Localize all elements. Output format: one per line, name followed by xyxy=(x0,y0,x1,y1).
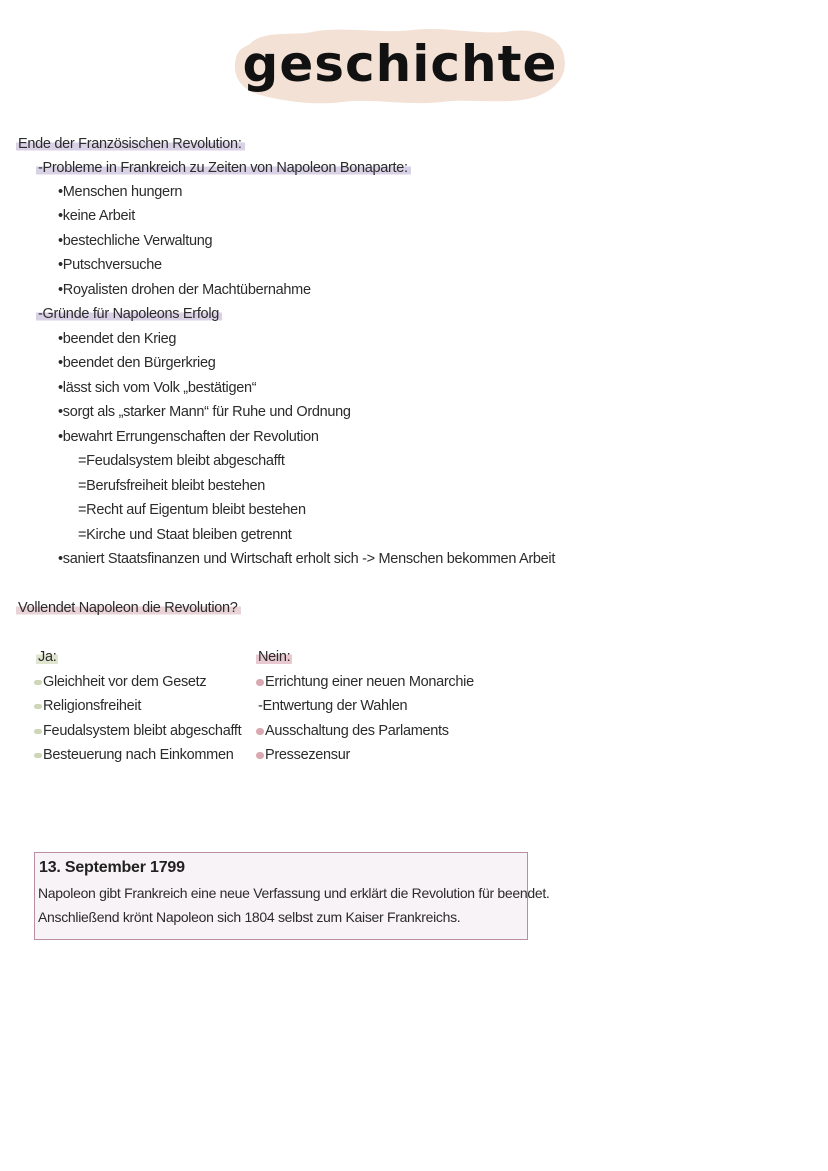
ja-item: Feudalsystem bleibt abgeschafft xyxy=(34,721,241,741)
list-item: •beendet den Krieg xyxy=(58,331,177,347)
ja-item: Religionsfreiheit xyxy=(34,696,141,716)
page-title: geschichte xyxy=(242,35,558,93)
info-box-line: Anschließend krönt Napoleon sich 1804 selbst zum Kaiser Frankreichs. xyxy=(38,909,461,925)
list-item: •saniert Staatsfinanzen und Wirtschaft erholt sich -> Menschen bekommen Arbeit xyxy=(58,551,556,567)
list-item: •Putschversuche xyxy=(58,257,162,273)
sub-list-item: =Recht auf Eigentum bleibt bestehen xyxy=(78,502,306,518)
ja-item: Gleichheit vor dem Gesetz xyxy=(34,672,206,692)
info-box-line: Napoleon gibt Frankreich eine neue Verfassung und erklärt die Revolution für beendet. xyxy=(38,885,550,901)
list-item: •Menschen hungern xyxy=(58,184,183,200)
list-item: •bewahrt Errungenschaften der Revolution xyxy=(58,429,319,445)
ja-item: Besteuerung nach Einkommen xyxy=(34,745,234,765)
subheading-gruende: -Gründe für Napoleons Erfolg xyxy=(36,304,222,324)
list-item: •lässt sich vom Volk „bestätigen“ xyxy=(58,380,257,396)
sub-list-item: =Feudalsystem bleibt abgeschafft xyxy=(78,453,285,469)
sub-list-item: =Berufsfreiheit bleibt bestehen xyxy=(78,478,265,494)
list-item: •bestechliche Verwaltung xyxy=(58,233,213,249)
section-heading-vollendet: Vollendet Napoleon die Revolution? xyxy=(16,598,241,618)
page-title-area xyxy=(232,26,568,106)
list-item: •sorgt als „starker Mann“ für Ruhe und Ordnung xyxy=(58,404,351,420)
nein-item: -Entwertung der Wahlen xyxy=(258,698,408,714)
nein-item: Errichtung einer neuen Monarchie xyxy=(256,672,474,692)
section-heading-ende: Ende der Französischen Revolution: xyxy=(16,134,245,154)
subheading-probleme: -Probleme in Frankreich zu Zeiten von Napoleon Bonaparte: xyxy=(36,158,411,178)
nein-label: Nein: xyxy=(258,649,291,665)
list-item: •Royalisten drohen der Machtübernahme xyxy=(58,282,311,298)
nein-item: Ausschaltung des Parlaments xyxy=(256,721,449,741)
info-box xyxy=(34,852,550,940)
list-item: •keine Arbeit xyxy=(58,208,135,224)
info-box-date: 13. September 1799 xyxy=(39,859,185,876)
list-item: •beendet den Bürgerkrieg xyxy=(58,355,216,371)
nein-item: Pressezensur xyxy=(256,745,350,765)
sub-list-item: =Kirche und Staat bleiben getrennt xyxy=(78,527,292,543)
ja-label: Ja: xyxy=(38,649,57,665)
